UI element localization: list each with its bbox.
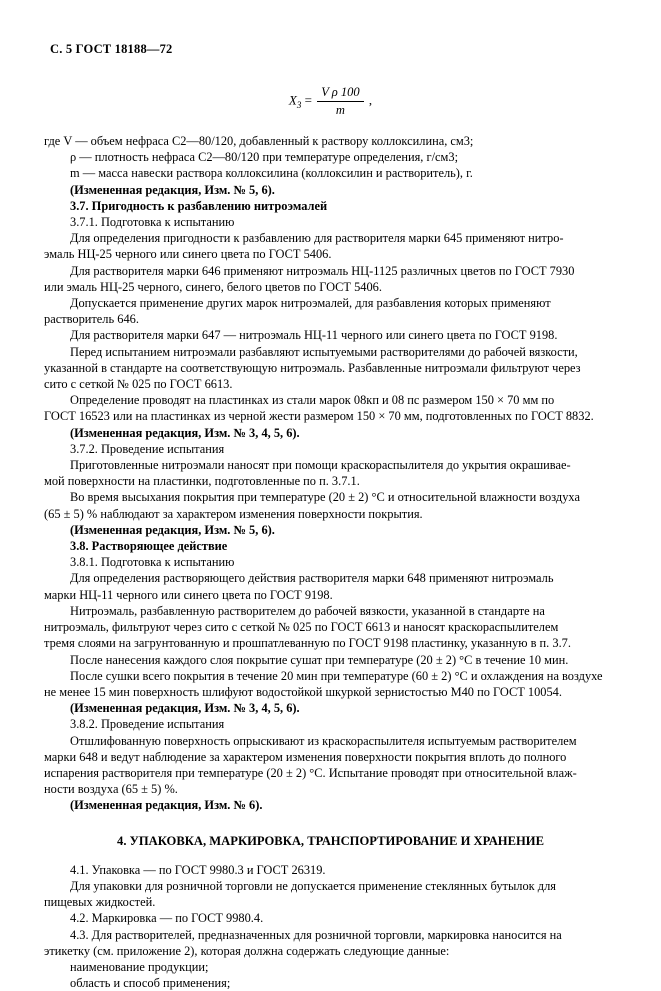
section4-block bbox=[44, 863, 617, 991]
body-line: пищевых жидкостей. bbox=[44, 895, 156, 910]
page-header: С. 5 ГОСТ 18188—72 bbox=[50, 42, 173, 56]
body-line: область и способ применения; bbox=[70, 976, 231, 991]
body-line: Для определения растворяющего действия растворителя марки 648 применяют нитроэмаль bbox=[70, 571, 554, 586]
body-line: Для растворителя марки 647 — нитроэмаль НЦ-11 черного или синего цвета по ГОСТ 9198. bbox=[70, 328, 558, 343]
body-line: указанной в стандарте на соответствующую нитроэмаль. Разбавленные нитроэмали фильтруют через bbox=[44, 360, 581, 375]
body-line: 4.3. Для растворителей, предназначенных для розничной торговли, маркировка наносится на bbox=[70, 927, 562, 942]
body-line: сито с сеткой № 025 по ГОСТ 6613. bbox=[44, 377, 233, 392]
body-line: или эмаль НЦ-25 черного, синего, белого цветов по ГОСТ 5406. bbox=[44, 279, 382, 294]
body-line: Для растворителя марки 646 применяют нитроэмаль НЦ-1125 различных цветов по ГОСТ 7930 bbox=[70, 263, 575, 278]
amendment-note: (Измененная редакция, Изм. № 3, 4, 5, 6). bbox=[70, 701, 300, 716]
body-line: растворитель 646. bbox=[44, 312, 139, 327]
body-line: эмаль НЦ-25 черного или синего цвета по ГОСТ 5406. bbox=[44, 247, 332, 262]
body-line: испарения растворителя при температуре (20 ± 2) °С. Испытание проводят при относительной влаж- bbox=[44, 765, 577, 780]
body-line: После нанесения каждого слоя покрытие сушат при температуре (20 ± 2) °С в течение 10 мин. bbox=[70, 652, 569, 667]
body-line: 3.7.2. Проведение испытания bbox=[70, 441, 225, 456]
body-line: ности воздуха (65 ± 5) %. bbox=[44, 782, 178, 797]
body-line: где V — объем нефраса С2—80/120, добавленный к раствору коллоксилина, см3; bbox=[44, 134, 474, 148]
section-heading-3-7: 3.7. Пригодность к разбавлению нитроэмалей bbox=[70, 198, 328, 213]
body-line: 4.2. Маркировка — по ГОСТ 9980.4. bbox=[70, 911, 264, 926]
formula-numerator: V ρ 100 bbox=[317, 85, 363, 102]
section-heading-4: 4. УПАКОВКА, МАРКИРОВКА, ТРАНСПОРТИРОВАНИЕ И ХРАНЕНИЕ bbox=[117, 833, 544, 848]
formula-equals: = bbox=[304, 92, 312, 108]
body-line: Приготовленные нитроэмали наносят при помощи краскораспылителя до укрытия окрашивае- bbox=[70, 458, 571, 473]
body-line: нитроэмаль, фильтруют через сито с сеткой № 025 по ГОСТ 6613 и наносят краскораспылителем bbox=[44, 620, 559, 635]
formula-trailing-comma: , bbox=[368, 92, 373, 108]
body-line: Перед испытанием нитроэмали разбавляют испытуемыми растворителями до рабочей вязкости, bbox=[70, 344, 578, 359]
body-line: m — масса навески раствора коллоксилина (коллоксилин и растворитель), г. bbox=[70, 166, 473, 181]
body-line: ρ — плотность нефраса С2—80/120 при температуре определения, г/см3; bbox=[70, 150, 459, 165]
body-line: марки НЦ-11 черного или синего цвета по ГОСТ 9198. bbox=[44, 587, 333, 602]
body-text-block bbox=[44, 134, 617, 814]
body-line: Допускается применение других марок нитроэмалей, для разбавления которых применяют bbox=[70, 296, 551, 311]
formula-x3 bbox=[289, 85, 372, 118]
body-line: 3.8.1. Подготовка к испытанию bbox=[70, 555, 235, 570]
formula-denominator: m bbox=[335, 103, 345, 117]
formula-lhs: X bbox=[288, 92, 297, 108]
body-line: тремя слоями на загрунтованную и прошпатлеванную по ГОСТ 9198 пластинку, указанную в п. 3.7. bbox=[44, 636, 571, 651]
formula-fraction bbox=[317, 85, 363, 118]
body-line: 3.8.2. Проведение испытания bbox=[70, 717, 225, 732]
body-line: Определение проводят на пластинках из стали марок 08кп и 08 пс размером 150 × 70 мм по bbox=[70, 393, 555, 408]
body-line: наименование продукции; bbox=[70, 959, 209, 974]
body-line: этикетку (см. приложение 2), которая должна содержать следующие данные: bbox=[44, 943, 450, 958]
body-line: не менее 15 мин поверхность шлифуют водостойкой шкуркой зернистостью М40 по ГОСТ 10054. bbox=[44, 684, 562, 699]
formula-lhs-subscript: 3 bbox=[296, 100, 302, 111]
body-line: Для упаковки для розничной торговли не допускается применение стеклянных бутылок для bbox=[70, 878, 556, 893]
body-line: марки 648 и ведут наблюдение за характером изменения поверхности покрытия вплоть до полного bbox=[44, 749, 567, 764]
body-line: Нитроэмаль, разбавленную растворителем до рабочей вязкости, указанной в стандарте на bbox=[70, 603, 545, 618]
body-line: ГОСТ 16523 или на пластинках из черной жести размером 150 × 70 мм, подготовленных по ГОСТ 8832. bbox=[44, 409, 594, 424]
body-line: (65 ± 5) % наблюдают за характером изменения поверхности покрытия. bbox=[44, 506, 423, 521]
amendment-note: (Измененная редакция, Изм. № 5, 6). bbox=[70, 182, 275, 197]
amendment-note: (Измененная редакция, Изм. № 5, 6). bbox=[70, 522, 275, 537]
body-line: После сушки всего покрытия в течение 20 мин при температуре (60 ± 2) °С и охлаждения на воздухе bbox=[70, 668, 603, 683]
body-line: Во время высыхания покрытия при температуре (20 ± 2) °С и относительной влажности воздуха bbox=[70, 490, 580, 505]
body-line: 4.1. Упаковка — по ГОСТ 9980.3 и ГОСТ 26319. bbox=[70, 862, 326, 877]
amendment-note: (Измененная редакция, Изм. № 3, 4, 5, 6). bbox=[70, 425, 300, 440]
body-line: мой поверхности на пластинки, подготовленные по п. 3.7.1. bbox=[44, 474, 360, 489]
amendment-note: (Измененная редакция, Изм. № 6). bbox=[70, 798, 263, 813]
body-line: Отшлифованную поверхность опрыскивают из краскораспылителя испытуемым растворителем bbox=[70, 733, 577, 748]
formula-block bbox=[44, 85, 617, 118]
body-line: 3.7.1. Подготовка к испытанию bbox=[70, 215, 235, 230]
body-line: Для определения пригодности к разбавлению для растворителя марки 645 применяют нитро- bbox=[70, 231, 564, 246]
section-heading-3-8: 3.8. Растворяющее действие bbox=[70, 539, 228, 554]
